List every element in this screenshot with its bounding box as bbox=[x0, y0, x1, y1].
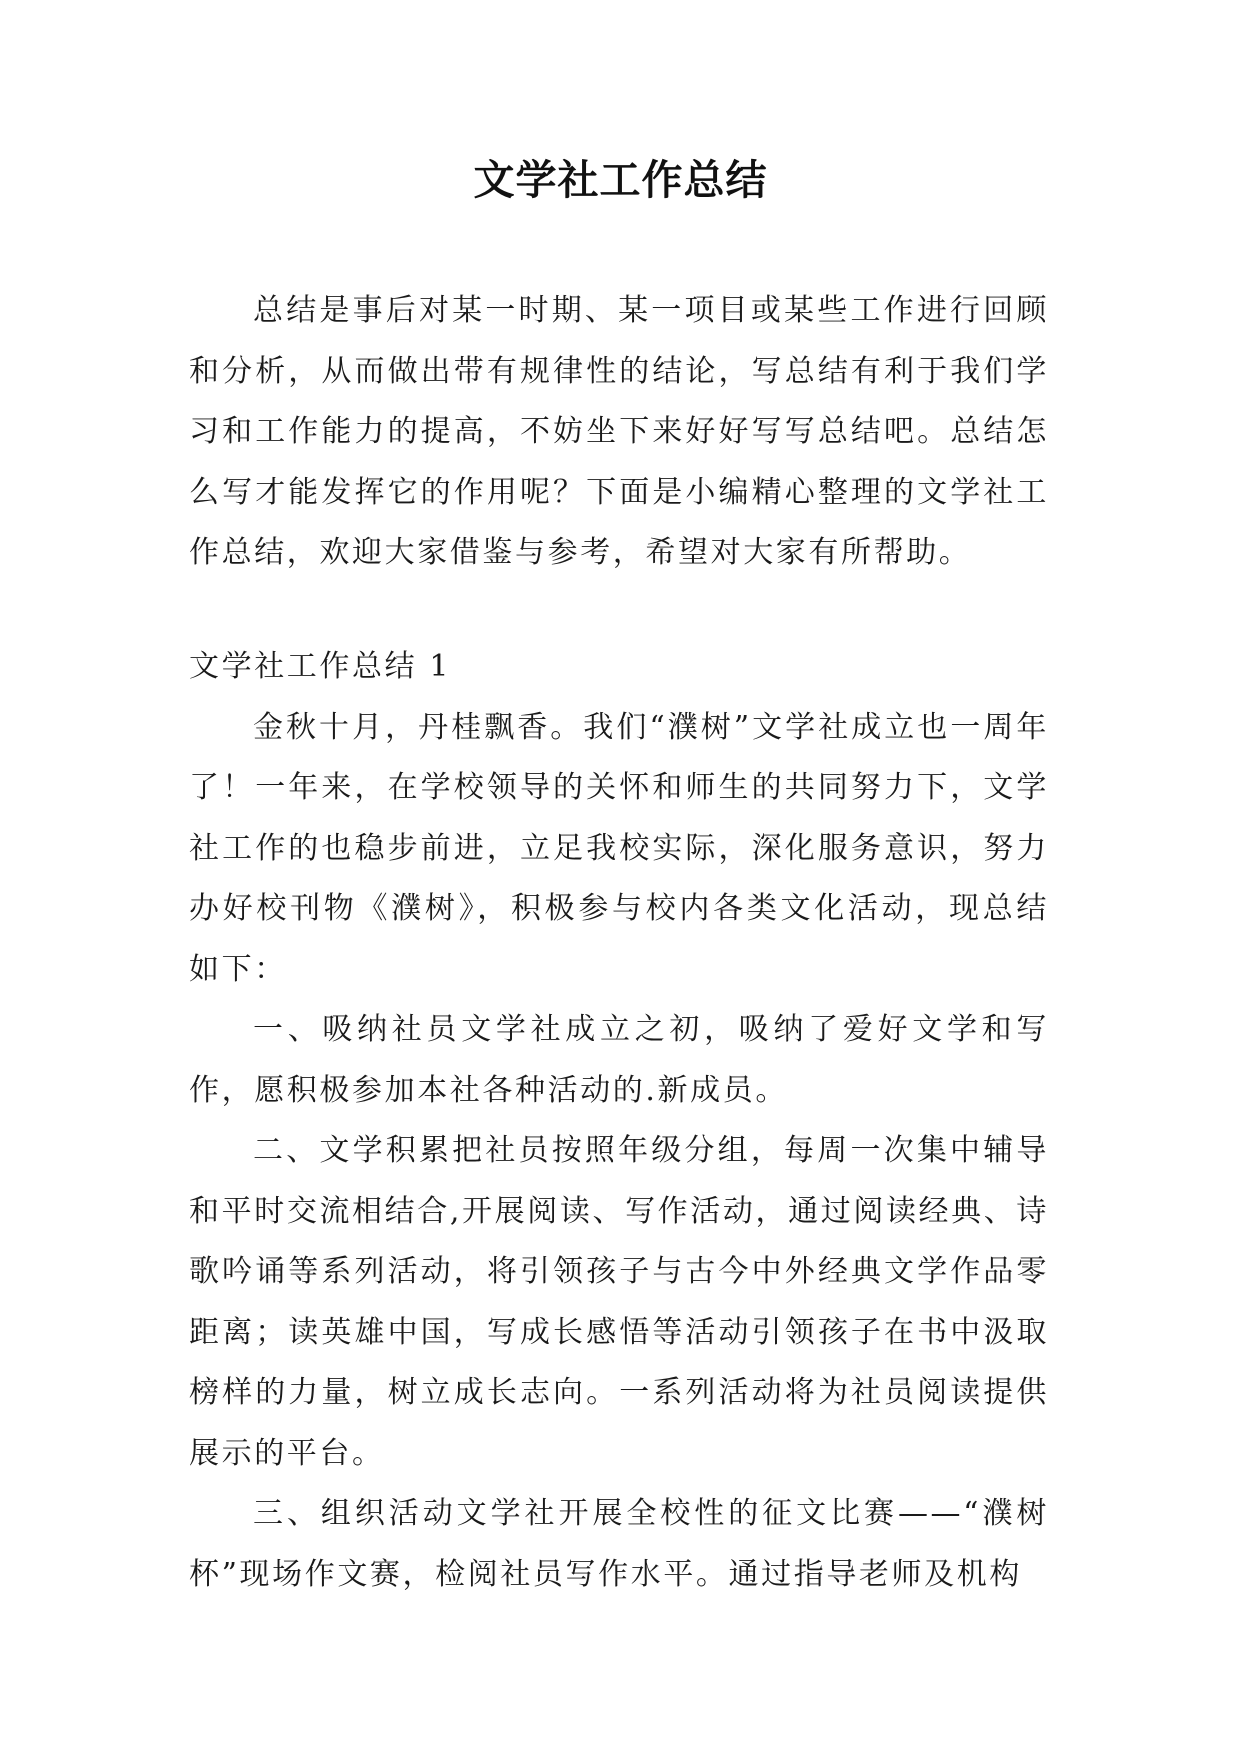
body-paragraph: 一、吸纳社员文学社成立之初，吸纳了爱好文学和写作，愿积极参加本社各种活动的.新成员。 bbox=[189, 1012, 1049, 1108]
section-heading: 文学社工作总结 1 bbox=[189, 649, 452, 684]
article-section bbox=[189, 637, 1049, 1605]
document-title: 文学社工作总结 bbox=[473, 156, 768, 204]
body-paragraph: 金秋十月，丹桂飘香。我们“濮树”文学社成立也一周年了！一年来，在学校领导的关怀和师生的共同努力下，文学社工作的也稳步前进，立足我校实际，深化服务意识，努力办好校刊物《濮树》，积极参与校内各类文化活动，现总结如下： bbox=[189, 709, 1049, 987]
body-paragraph: 三、组织活动文学社开展全校性的征文比赛——“濮树杯”现场作文赛，检阅社员写作水平。通过指导老师及机构 bbox=[189, 1496, 1049, 1592]
body-paragraph: 二、文学积累把社员按照年级分组，每周一次集中辅导和平时交流相结合,开展阅读、写作活动，通过阅读经典、诗歌吟诵等系列活动，将引领孩子与古今中外经典文学作品零距离；读英雄中国，写成长感悟等活动引领孩子在书中汲取榜样的力量，树立成长志向。一系列活动将为社员阅读提供展示的平台。 bbox=[189, 1133, 1049, 1471]
intro-paragraph: 总结是事后对某一时期、某一项目或某些工作进行回顾和分析，从而做出带有规律性的结论，写总结有利于我们学习和工作能力的提高，不妨坐下来好好写写总结吧。总结怎么写才能发挥它的作用呢？下面是小编精心整理的文学社工作总结，欢迎大家借鉴与参考，希望对大家有所帮助。 bbox=[189, 293, 1049, 570]
